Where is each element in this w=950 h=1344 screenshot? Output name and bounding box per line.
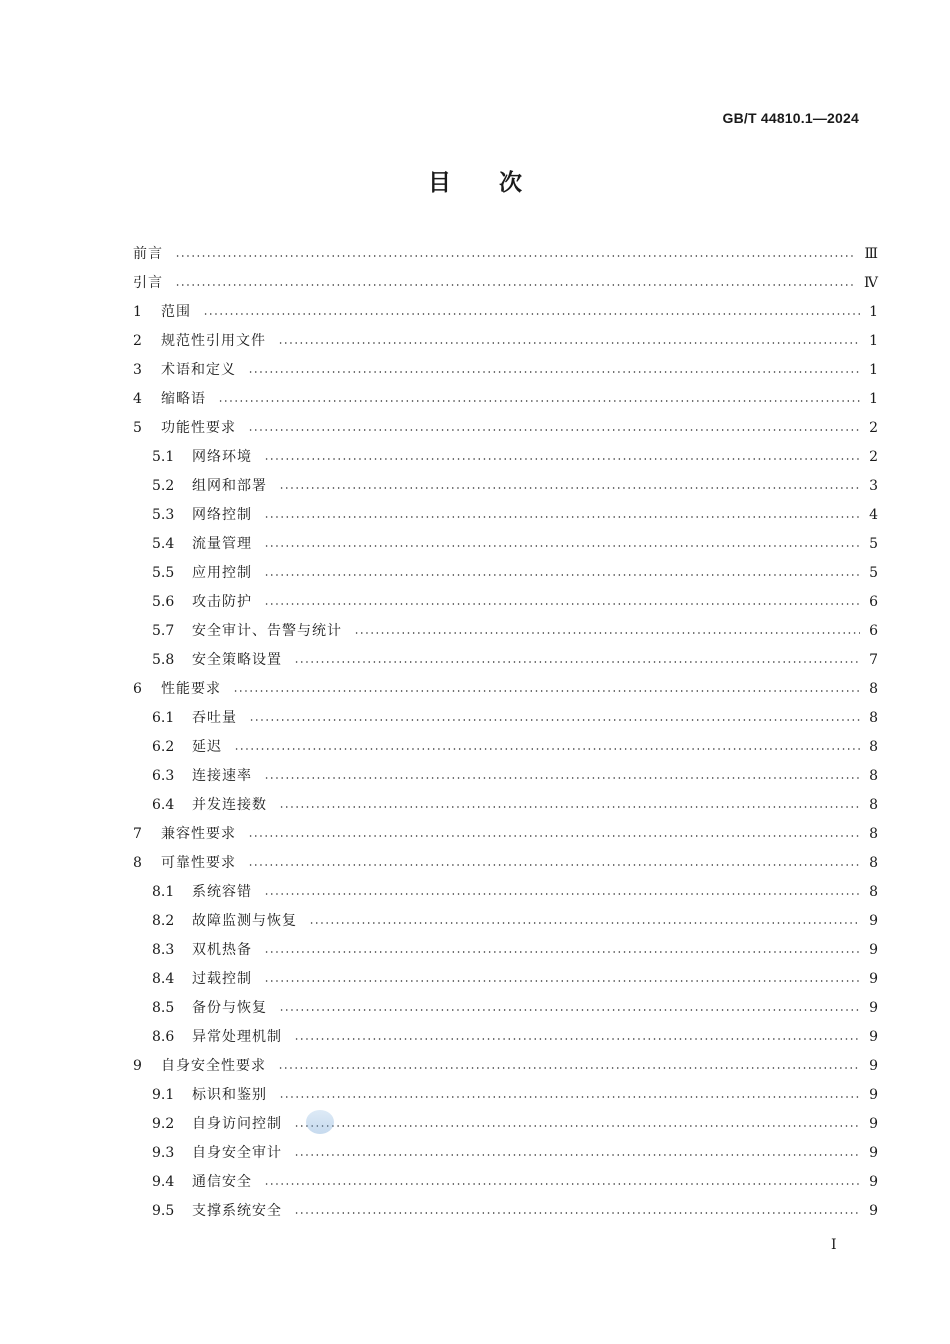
toc-entry-page: 9 (869, 942, 878, 958)
toc-entry-page: 9 (869, 1203, 878, 1219)
dot-leader (264, 893, 860, 895)
toc-entry-page: 8 (869, 797, 878, 813)
toc-entry-number: 6.2 (152, 739, 175, 755)
toc-entry-label: 备份与恢复 (192, 1000, 267, 1016)
dot-leader (264, 951, 860, 953)
toc-entry[interactable] (133, 327, 878, 356)
dot-leader (294, 1212, 860, 1214)
toc-entry-page: 9 (869, 1058, 878, 1074)
toc-entry-number: 5.8 (152, 652, 175, 668)
toc-entry-label: 前言 (133, 246, 163, 262)
toc-entry-label: 组网和部署 (192, 478, 267, 494)
toc-title: 目次 (428, 170, 570, 196)
toc-entry-number: 9.4 (152, 1174, 175, 1190)
toc-entry-page: 1 (869, 362, 878, 378)
toc-entry-page: 8 (869, 884, 878, 900)
dot-leader (248, 429, 860, 431)
toc-entry-label: 范围 (161, 304, 191, 320)
dot-leader (278, 1067, 860, 1069)
dot-leader (294, 1154, 860, 1156)
toc-entry-label: 流量管理 (192, 536, 252, 552)
toc-entry-page: Ⅲ (864, 246, 878, 262)
toc-entry[interactable] (133, 791, 878, 820)
toc-entry-number: 8 (133, 855, 142, 871)
toc-entry-number: 8.3 (152, 942, 175, 958)
dot-leader (233, 690, 860, 692)
toc-entry[interactable] (133, 762, 878, 791)
toc-entry-label: 并发连接数 (192, 797, 267, 813)
toc-entry-number: 5.7 (152, 623, 175, 639)
toc-entry[interactable] (133, 849, 878, 878)
toc-entry[interactable] (133, 356, 878, 385)
dot-leader (279, 1096, 860, 1098)
toc-entry[interactable] (133, 588, 878, 617)
toc-entry-number: 2 (133, 333, 142, 349)
toc-entry[interactable] (133, 443, 878, 472)
toc-entry-page: 9 (869, 913, 878, 929)
dot-leader (294, 661, 860, 663)
toc-entry[interactable] (133, 733, 878, 762)
toc-entry-label: 攻击防护 (192, 594, 252, 610)
toc-entry-page: 7 (869, 652, 878, 668)
toc-entry-number: 8.2 (152, 913, 175, 929)
toc-entry-page: 6 (869, 623, 878, 639)
dot-leader (248, 864, 860, 866)
toc-entry-label: 兼容性要求 (161, 826, 236, 842)
toc-entry[interactable] (133, 907, 878, 936)
dot-leader (234, 748, 860, 750)
toc-entry[interactable] (133, 965, 878, 994)
dot-leader (264, 980, 860, 982)
toc-entry[interactable] (133, 1081, 878, 1110)
toc-entry-page: 5 (869, 536, 878, 552)
toc-entry-number: 9.5 (152, 1203, 175, 1219)
toc-entry-page: 8 (869, 768, 878, 784)
toc-entry-label: 可靠性要求 (161, 855, 236, 871)
toc-entry[interactable] (133, 994, 878, 1023)
toc-entry-number: 5.3 (152, 507, 175, 523)
toc-entry-label: 引言 (133, 275, 163, 291)
toc-entry-label: 术语和定义 (161, 362, 236, 378)
toc-entry-number: 7 (133, 826, 142, 842)
toc-entry-page: 8 (869, 855, 878, 871)
toc-entry-page: 1 (869, 391, 878, 407)
toc-entry-page: 1 (869, 304, 878, 320)
toc-entry-number: 5 (133, 420, 142, 436)
toc-entry[interactable] (133, 820, 878, 849)
toc-entry-number: 3 (133, 362, 142, 378)
toc-entry-number: 8.6 (152, 1029, 175, 1045)
dot-leader (175, 255, 856, 257)
toc-entry-number: 9.1 (152, 1087, 175, 1103)
toc-entry-label: 自身安全审计 (192, 1145, 282, 1161)
watermark-logo-icon (306, 1110, 334, 1134)
toc-entry-label: 性能要求 (161, 681, 221, 697)
footer-page-number: Ⅰ (831, 1237, 837, 1253)
dot-leader (264, 1183, 860, 1185)
toc-entry-label: 自身访问控制 (192, 1116, 282, 1132)
toc-entry[interactable] (133, 1139, 878, 1168)
toc-entry-label: 异常处理机制 (192, 1029, 282, 1045)
dot-leader (264, 458, 860, 460)
toc-entry-number: 9.2 (152, 1116, 175, 1132)
toc-entry[interactable] (133, 1023, 878, 1052)
toc-entry-label: 系统容错 (192, 884, 252, 900)
toc-entry-label: 延迟 (192, 739, 222, 755)
dot-leader (248, 371, 860, 373)
dot-leader (264, 603, 860, 605)
toc-entry-number: 1 (133, 304, 142, 320)
toc-entry-page: 9 (869, 1174, 878, 1190)
toc-entry-number: 8.5 (152, 1000, 175, 1016)
toc-entry-page: 2 (869, 449, 878, 465)
toc-entry[interactable] (133, 501, 878, 530)
toc-entry-page: 9 (869, 971, 878, 987)
dot-leader (249, 719, 860, 721)
toc-entry-page: 1 (869, 333, 878, 349)
dot-leader (264, 516, 860, 518)
toc-entry[interactable] (133, 1110, 878, 1139)
dot-leader (175, 284, 856, 286)
toc-entry-page: 2 (869, 420, 878, 436)
toc-entry-page: 8 (869, 681, 878, 697)
toc-entry-label: 缩略语 (161, 391, 206, 407)
toc-entry-page: 9 (869, 1116, 878, 1132)
toc-entry-page: 3 (869, 478, 878, 494)
toc-entry[interactable] (133, 675, 878, 704)
toc-entry-label: 故障监测与恢复 (192, 913, 297, 929)
toc-entry-label: 吞吐量 (192, 710, 237, 726)
table-of-contents (133, 240, 878, 1226)
standard-code: GB/T 44810.1—2024 (722, 110, 859, 126)
toc-entry-label: 安全策略设置 (192, 652, 282, 668)
toc-entry[interactable] (133, 269, 878, 298)
dot-leader (279, 487, 860, 489)
toc-entry-label: 支撑系统安全 (192, 1203, 282, 1219)
toc-entry-label: 连接速率 (192, 768, 252, 784)
dot-leader (309, 922, 860, 924)
toc-entry-number: 5.6 (152, 594, 175, 610)
toc-entry-label: 通信安全 (192, 1174, 252, 1190)
dot-leader (203, 313, 860, 315)
dot-leader (218, 400, 860, 402)
toc-entry-label: 安全审计、告警与统计 (192, 623, 342, 639)
toc-entry[interactable] (133, 1168, 878, 1197)
dot-leader (264, 574, 860, 576)
toc-entry[interactable] (133, 1197, 878, 1226)
toc-entry-number: 6.1 (152, 710, 175, 726)
dot-leader (294, 1038, 860, 1040)
toc-entry-label: 规范性引用文件 (161, 333, 266, 349)
toc-entry[interactable] (133, 414, 878, 443)
toc-entry-number: 5.4 (152, 536, 175, 552)
dot-leader (294, 1125, 860, 1127)
toc-entry-label: 网络环境 (192, 449, 252, 465)
dot-leader (248, 835, 860, 837)
toc-entry-number: 5.2 (152, 478, 175, 494)
toc-entry-page: 5 (869, 565, 878, 581)
dot-leader (279, 806, 860, 808)
toc-entry[interactable] (133, 1052, 878, 1081)
toc-entry[interactable] (133, 298, 878, 327)
toc-entry-page: Ⅳ (864, 275, 878, 291)
toc-entry-page: 9 (869, 1029, 878, 1045)
toc-entry-number: 6.4 (152, 797, 175, 813)
toc-entry-page: 9 (869, 1087, 878, 1103)
toc-entry-number: 8.4 (152, 971, 175, 987)
toc-entry-label: 应用控制 (192, 565, 252, 581)
toc-entry[interactable] (133, 472, 878, 501)
toc-entry-page: 8 (869, 826, 878, 842)
toc-entry[interactable] (133, 617, 878, 646)
toc-entry[interactable] (133, 704, 878, 733)
toc-entry-label: 自身安全性要求 (161, 1058, 266, 1074)
dot-leader (279, 1009, 860, 1011)
toc-entry[interactable] (133, 936, 878, 965)
toc-entry-label: 过载控制 (192, 971, 252, 987)
toc-entry-page: 9 (869, 1145, 878, 1161)
toc-entry-number: 5.1 (152, 449, 175, 465)
toc-entry-page: 9 (869, 1000, 878, 1016)
toc-entry-label: 功能性要求 (161, 420, 236, 436)
toc-entry-page: 6 (869, 594, 878, 610)
toc-entry-number: 9 (133, 1058, 142, 1074)
toc-entry[interactable] (133, 559, 878, 588)
toc-entry-number: 8.1 (152, 884, 175, 900)
toc-entry-page: 4 (869, 507, 878, 523)
toc-entry[interactable] (133, 878, 878, 907)
toc-entry-number: 4 (133, 391, 142, 407)
toc-entry-page: 8 (869, 739, 878, 755)
toc-entry-number: 9.3 (152, 1145, 175, 1161)
dot-leader (264, 545, 860, 547)
toc-entry-label: 双机热备 (192, 942, 252, 958)
toc-entry-number: 6 (133, 681, 142, 697)
dot-leader (354, 632, 860, 634)
toc-entry[interactable] (133, 530, 878, 559)
toc-entry[interactable] (133, 646, 878, 675)
toc-entry-number: 5.5 (152, 565, 175, 581)
toc-entry[interactable] (133, 240, 878, 269)
toc-entry-number: 6.3 (152, 768, 175, 784)
dot-leader (264, 777, 860, 779)
toc-entry-page: 8 (869, 710, 878, 726)
dot-leader (278, 342, 860, 344)
toc-entry[interactable] (133, 385, 878, 414)
toc-entry-label: 标识和鉴别 (192, 1087, 267, 1103)
toc-entry-label: 网络控制 (192, 507, 252, 523)
